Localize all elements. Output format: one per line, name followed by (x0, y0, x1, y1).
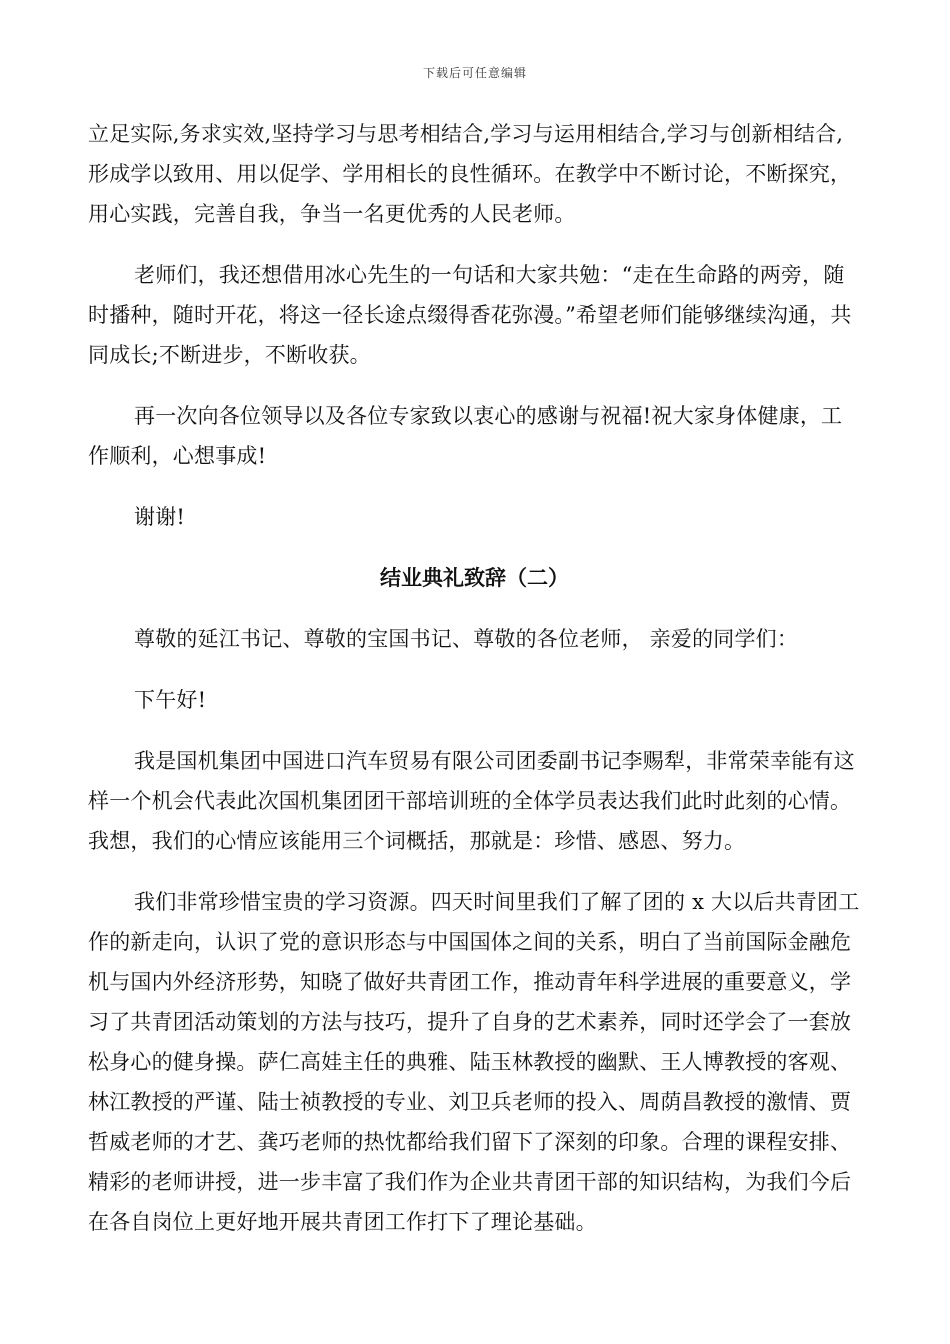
paragraph-quote: 老师们，我还想借用冰心先生的一句话和大家共勉：“走在生命路的两旁，随时播种，随时开花，将这一径长途点缀得香花弥漫。”希望老师们能够继续沟通，共同成长;不断进步，不断收获。 (88, 263, 852, 367)
paragraph-continuation: 立足实际,务求实效,坚持学习与思考相结合,学习与运用相结合,学习与创新相结合,形成学以致用、用以促学、学用相长的良性循环。在教学中不断讨论，不断探究，用心实践，完善自我，争当一名更优秀的人民老师。 (88, 122, 852, 226)
paragraph-introduction: 我是国机集团中国进口汽车贸易有限公司团委副书记李赐犁，非常荣幸能有这样一个机会代表此次国机集团团干部培训班的全体学员表达我们此时此刻的心情。我想，我们的心情应该能用三个词概括，那就是：珍惜、感恩、努力。 (88, 749, 855, 853)
paragraph-closing: 谢谢! (134, 505, 186, 529)
paragraph-learning: 我们非常珍惜宝贵的学习资源。四天时间里我们了解了团的 x 大以后共青团工作的新走向，认识了党的意识形态与中国国体之间的关系，明白了当前国际金融危机与国内外经济形势，知晓了做好共青团工作，推动青年科学进展的重要意义，学习了共青团活动策划的方法与技巧，提升了自身的艺术素养，同时还学会了一套放松身心的健身操。萨仁高娃主任的典雅、陆玉林教授的幽默、王人博教授的客观、林江教授的严谨、陆士祯教授的专业、刘卫兵老师的投入、周荫昌教授的激情、贾哲威老师的才艺、龚巧老师的热忱都给我们留下了深刻的印象。合理的课程安排、精彩的老师讲授，进一步丰富了我们作为企业共青团干部的知识结构，为我们今后在各自岗位上更好地开展共青团工作打下了理论基础。 (88, 890, 860, 1234)
header-note: 下载后可任意编辑 (422, 66, 527, 80)
section-title: 结业典礼致辞（二） (380, 566, 569, 590)
paragraph-thanks: 再一次向各位领导以及各位专家致以衷心的感谢与祝福!祝大家身体健康，工作顺利，心想事成! (88, 404, 843, 468)
paragraph-greeting: 下午好! (134, 688, 207, 712)
paragraph-salutation: 尊敬的延江书记、尊敬的宝国书记、尊敬的各位老师， 亲爱的同学们： (134, 627, 799, 651)
document-body (88, 114, 861, 1263)
